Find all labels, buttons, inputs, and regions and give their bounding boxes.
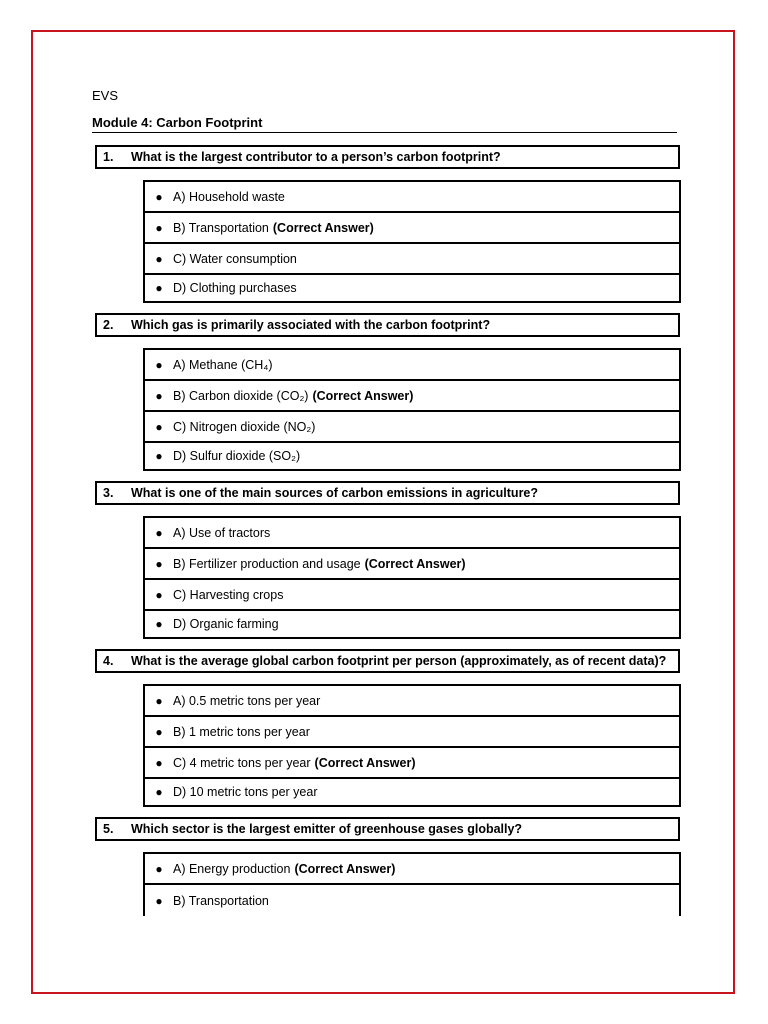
option-row (145, 885, 679, 916)
option-row (145, 518, 679, 549)
question-3 (95, 481, 680, 505)
bullet-icon: ● (155, 281, 163, 295)
option-text: C) Harvesting crops (173, 587, 284, 602)
option-row (145, 611, 679, 637)
question-1 (95, 145, 680, 169)
option-row (145, 748, 679, 779)
option-text: A) Methane (CH₄) (173, 357, 273, 372)
bullet-icon: ● (155, 357, 163, 372)
option-text: D) Sulfur dioxide (SO₂) (173, 449, 301, 463)
options-1 (143, 180, 681, 303)
options-3 (143, 516, 681, 639)
bullet-icon: ● (155, 785, 163, 799)
option-text: C) Water consumption (173, 251, 297, 266)
option-row (145, 686, 679, 717)
question-text: Which gas is primarily associated with the carbon footprint? (131, 318, 491, 332)
option-row (145, 381, 679, 412)
option-text: B) Transportation (173, 220, 269, 235)
option-text: D) Clothing purchases (173, 281, 297, 295)
option-text: C) 4 metric tons per year (173, 755, 311, 770)
question-5 (95, 817, 680, 841)
question-number: 3. (103, 486, 114, 500)
option-text: D) Organic farming (173, 617, 279, 631)
bullet-icon: ● (155, 251, 163, 266)
option-row (145, 580, 679, 611)
correct-answer-note: (Correct Answer) (364, 556, 466, 571)
question-number: 2. (103, 318, 114, 332)
option-row (145, 717, 679, 748)
bullet-icon: ● (155, 556, 163, 571)
option-text: C) Nitrogen dioxide (NO₂) (173, 419, 316, 434)
correct-answer-note: (Correct Answer) (294, 861, 396, 876)
option-text: B) Carbon dioxide (CO₂) (173, 388, 309, 403)
option-row (145, 549, 679, 580)
bullet-icon: ● (155, 189, 163, 204)
bullet-icon: ● (155, 755, 163, 770)
option-text: A) Use of tractors (173, 525, 271, 540)
correct-answer-note: (Correct Answer) (312, 388, 414, 403)
option-text: B) Transportation (173, 893, 269, 908)
option-text: A) 0.5 metric tons per year (173, 693, 321, 708)
bullet-icon: ● (155, 587, 163, 602)
option-row (145, 182, 679, 213)
option-text: A) Energy production (173, 861, 291, 876)
option-text: B) 1 metric tons per year (173, 724, 310, 739)
bullet-icon: ● (155, 525, 163, 540)
option-row (145, 275, 679, 301)
bullet-icon: ● (155, 893, 163, 908)
question-text: What is the average global carbon footprint per person (approximately, as of recent data)? (131, 654, 667, 668)
option-row (145, 213, 679, 244)
question-4 (95, 649, 680, 673)
options-5 (143, 852, 681, 916)
module-title: Module 4: Carbon Footprint (92, 115, 263, 130)
question-text: What is the largest contributor to a person’s carbon footprint? (131, 150, 501, 164)
options-2 (143, 348, 681, 471)
correct-answer-note: (Correct Answer) (314, 755, 416, 770)
option-row (145, 443, 679, 469)
option-text: D) 10 metric tons per year (173, 785, 318, 799)
options-4 (143, 684, 681, 807)
option-row (145, 779, 679, 805)
question-number: 4. (103, 654, 114, 668)
subject-label: EVS (92, 88, 119, 103)
option-row (145, 412, 679, 443)
option-row (145, 350, 679, 381)
question-number: 1. (103, 150, 114, 164)
option-row (145, 854, 679, 885)
option-text: A) Household waste (173, 189, 285, 204)
option-row (145, 244, 679, 275)
question-text: What is one of the main sources of carbon emissions in agriculture? (131, 486, 539, 500)
bullet-icon: ● (155, 693, 163, 708)
question-2 (95, 313, 680, 337)
question-text: Which sector is the largest emitter of greenhouse gases globally? (131, 822, 523, 836)
bullet-icon: ● (155, 388, 163, 403)
correct-answer-note: (Correct Answer) (272, 220, 374, 235)
bullet-icon: ● (155, 449, 163, 463)
bullet-icon: ● (155, 861, 163, 876)
bullet-icon: ● (155, 220, 163, 235)
bullet-icon: ● (155, 617, 163, 631)
option-text: B) Fertilizer production and usage (173, 556, 361, 571)
bullet-icon: ● (155, 419, 163, 434)
question-number: 5. (103, 822, 114, 836)
bullet-icon: ● (155, 724, 163, 739)
